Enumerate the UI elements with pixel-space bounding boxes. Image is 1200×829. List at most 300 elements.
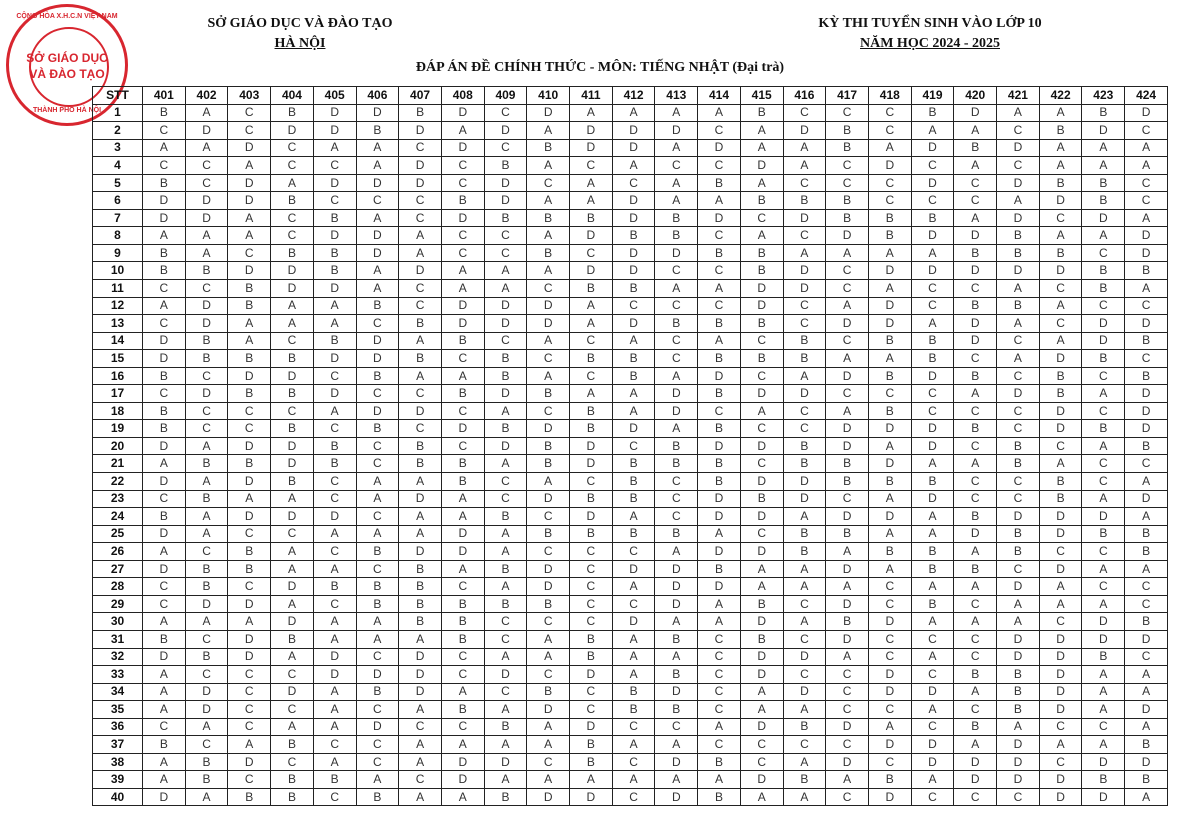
answer-cell: D — [740, 771, 783, 789]
answer-cell: A — [997, 613, 1040, 631]
answer-cell: B — [143, 262, 186, 280]
answer-cell: D — [868, 683, 911, 701]
answer-cell: B — [911, 209, 954, 227]
answer-cell: C — [655, 262, 698, 280]
answer-cell: D — [783, 385, 826, 403]
answer-cell: B — [1125, 736, 1168, 754]
answer-cell: B — [783, 350, 826, 368]
answer-cell: D — [612, 420, 655, 438]
answer-cell: A — [655, 543, 698, 561]
answer-cell: A — [612, 630, 655, 648]
answer-cell: A — [313, 701, 356, 719]
answer-cell: D — [911, 753, 954, 771]
answer-cell: D — [868, 666, 911, 684]
answer-cell: A — [826, 648, 869, 666]
answer-cell: A — [271, 648, 314, 666]
answer-cell: D — [1039, 420, 1082, 438]
answer-cell: A — [1082, 560, 1125, 578]
answer-cell: C — [441, 578, 484, 596]
answer-cell: B — [1125, 613, 1168, 631]
answer-cell: D — [356, 666, 399, 684]
answer-cell: C — [1039, 437, 1082, 455]
answer-cell: D — [228, 508, 271, 526]
table-row — [93, 630, 1168, 648]
answer-cell: D — [868, 788, 911, 806]
answer-cell: B — [313, 455, 356, 473]
answer-cell: B — [997, 683, 1040, 701]
answer-cell: C — [313, 367, 356, 385]
header-exam-code: 413 — [655, 87, 698, 105]
answer-cell: C — [1039, 718, 1082, 736]
answer-cell: B — [356, 543, 399, 561]
answer-cell: B — [570, 350, 613, 368]
answer-cell: C — [185, 174, 228, 192]
answer-cell: C — [441, 666, 484, 684]
answer-cell: A — [1082, 157, 1125, 175]
answer-cell: B — [698, 420, 741, 438]
answer-cell: A — [441, 122, 484, 140]
answer-cell: C — [399, 385, 442, 403]
answer-cell: B — [826, 209, 869, 227]
answer-cell: B — [655, 666, 698, 684]
question-number: 2 — [93, 122, 143, 140]
answer-cell: D — [655, 385, 698, 403]
header-exam-code: 401 — [143, 87, 186, 105]
answer-cell: D — [826, 367, 869, 385]
answer-cell: C — [527, 613, 570, 631]
answer-cell: C — [313, 157, 356, 175]
answer-cell: B — [399, 104, 442, 122]
answer-cell: C — [997, 402, 1040, 420]
answer-cell: B — [570, 209, 613, 227]
answer-cell: C — [783, 666, 826, 684]
table-row — [93, 174, 1168, 192]
answer-cell: A — [868, 139, 911, 157]
answer-cell: A — [399, 736, 442, 754]
answer-cell: C — [868, 104, 911, 122]
answer-cell: B — [954, 508, 997, 526]
answer-cell: C — [868, 595, 911, 613]
answer-cell: D — [612, 560, 655, 578]
answer-cell: B — [740, 262, 783, 280]
answer-cell: A — [399, 367, 442, 385]
answer-cell: B — [484, 367, 527, 385]
answer-cell: C — [271, 227, 314, 245]
answer-cell: D — [911, 490, 954, 508]
answer-cell: B — [1125, 262, 1168, 280]
answer-cell: B — [313, 244, 356, 262]
answer-cell: B — [570, 630, 613, 648]
answer-cell: D — [868, 613, 911, 631]
answer-cell: C — [1082, 402, 1125, 420]
header-exam-code: 403 — [228, 87, 271, 105]
answer-cell: D — [185, 209, 228, 227]
answer-cell: D — [954, 315, 997, 333]
answer-cell: D — [313, 104, 356, 122]
answer-cell: D — [1039, 525, 1082, 543]
answer-cell: B — [271, 385, 314, 403]
answer-cell: A — [1039, 104, 1082, 122]
answer-cell: B — [783, 543, 826, 561]
answer-cell: B — [484, 560, 527, 578]
answer-cell: D — [698, 490, 741, 508]
answer-cell: C — [612, 595, 655, 613]
answer-cell: D — [356, 402, 399, 420]
answer-cell: C — [997, 788, 1040, 806]
table-header-row — [93, 87, 1168, 105]
answer-cell: A — [484, 262, 527, 280]
answer-cell: D — [997, 771, 1040, 789]
table-row — [93, 701, 1168, 719]
table-row — [93, 385, 1168, 403]
answer-cell: D — [143, 560, 186, 578]
answer-cell: B — [399, 437, 442, 455]
answer-cell: B — [185, 490, 228, 508]
answer-cell: A — [527, 630, 570, 648]
answer-cell: D — [484, 174, 527, 192]
answer-cell: B — [698, 385, 741, 403]
answer-cell: A — [740, 701, 783, 719]
answer-cell: A — [1125, 139, 1168, 157]
table-row — [93, 578, 1168, 596]
answer-cell: A — [740, 139, 783, 157]
answer-cell: C — [826, 280, 869, 298]
answer-cell: D — [954, 332, 997, 350]
answer-cell: D — [228, 192, 271, 210]
question-number: 11 — [93, 280, 143, 298]
answer-cell: B — [740, 490, 783, 508]
answer-cell: D — [911, 367, 954, 385]
question-number: 16 — [93, 367, 143, 385]
answer-cell: D — [527, 297, 570, 315]
answer-cell: C — [911, 718, 954, 736]
answer-cell: B — [1125, 437, 1168, 455]
answer-cell: D — [826, 315, 869, 333]
answer-cell: A — [655, 104, 698, 122]
answer-cell: D — [527, 490, 570, 508]
answer-cell: B — [612, 525, 655, 543]
answer-cell: C — [399, 280, 442, 298]
answer-cell: C — [399, 209, 442, 227]
answer-cell: B — [655, 227, 698, 245]
answer-cell: D — [441, 420, 484, 438]
answer-cell: D — [740, 437, 783, 455]
answer-cell: D — [356, 227, 399, 245]
answer-cell: D — [655, 788, 698, 806]
answer-cell: D — [399, 262, 442, 280]
answer-cell: B — [356, 683, 399, 701]
answer-cell: B — [399, 613, 442, 631]
answer-cell: A — [356, 630, 399, 648]
answer-cell: D — [1082, 315, 1125, 333]
answer-cell: C — [868, 648, 911, 666]
answer-cell: A — [954, 578, 997, 596]
answer-cell: D — [997, 508, 1040, 526]
answer-cell: D — [313, 174, 356, 192]
answer-cell: C — [570, 244, 613, 262]
answer-cell: C — [954, 473, 997, 491]
answer-cell: B — [1125, 771, 1168, 789]
answer-cell: B — [399, 350, 442, 368]
answer-cell: C — [740, 736, 783, 754]
answer-cell: D — [997, 262, 1040, 280]
answer-cell: D — [484, 666, 527, 684]
answer-cell: D — [527, 420, 570, 438]
answer-cell: C — [698, 630, 741, 648]
question-number: 14 — [93, 332, 143, 350]
answer-cell: A — [527, 771, 570, 789]
table-row — [93, 209, 1168, 227]
answer-cell: D — [997, 630, 1040, 648]
answer-cell: C — [655, 473, 698, 491]
table-row — [93, 420, 1168, 438]
answer-cell: D — [997, 753, 1040, 771]
answer-cell: B — [185, 560, 228, 578]
answer-cell: B — [271, 771, 314, 789]
answer-cell: A — [1125, 157, 1168, 175]
answer-cell: C — [399, 420, 442, 438]
answer-cell: C — [868, 701, 911, 719]
answer-cell: D — [441, 297, 484, 315]
answer-cell: D — [356, 244, 399, 262]
answer-cell: B — [570, 490, 613, 508]
answer-cell: A — [612, 736, 655, 754]
answer-cell: D — [826, 595, 869, 613]
answer-cell: D — [271, 367, 314, 385]
answer-cell: D — [484, 297, 527, 315]
answer-cell: C — [143, 315, 186, 333]
answer-cell: C — [570, 613, 613, 631]
answer-cell: B — [826, 455, 869, 473]
answer-cell: D — [570, 718, 613, 736]
answer-cell: B — [911, 560, 954, 578]
header-exam-code: 420 — [954, 87, 997, 105]
answer-cell: B — [954, 560, 997, 578]
answer-cell: B — [185, 262, 228, 280]
answer-cell: D — [1125, 490, 1168, 508]
answer-cell: D — [868, 297, 911, 315]
answer-cell: A — [1082, 490, 1125, 508]
answer-cell: A — [740, 788, 783, 806]
answer-cell: D — [313, 385, 356, 403]
answer-cell: B — [356, 788, 399, 806]
answer-cell: C — [228, 701, 271, 719]
answer-cell: D — [911, 736, 954, 754]
answer-cell: D — [1125, 315, 1168, 333]
answer-cell: A — [399, 630, 442, 648]
answer-cell: C — [868, 385, 911, 403]
answer-cell: C — [783, 227, 826, 245]
answer-cell: D — [1082, 122, 1125, 140]
answer-cell: C — [698, 227, 741, 245]
answer-cell: B — [484, 209, 527, 227]
answer-cell: B — [740, 244, 783, 262]
answer-cell: C — [570, 473, 613, 491]
answer-cell: C — [1082, 244, 1125, 262]
answer-cell: D — [441, 315, 484, 333]
answer-cell: C — [570, 701, 613, 719]
question-number: 27 — [93, 560, 143, 578]
answer-cell: D — [954, 771, 997, 789]
answer-cell: D — [1039, 560, 1082, 578]
answer-cell: B — [185, 648, 228, 666]
answer-cell: D — [228, 367, 271, 385]
answer-cell: A — [868, 718, 911, 736]
answer-cell: B — [1039, 367, 1082, 385]
answer-cell: B — [484, 508, 527, 526]
answer-cell: D — [313, 666, 356, 684]
answer-cell: D — [826, 437, 869, 455]
answer-cell: A — [399, 332, 442, 350]
answer-cell: B — [228, 560, 271, 578]
answer-cell: D — [655, 560, 698, 578]
answer-cell: A — [655, 139, 698, 157]
answer-cell: B — [570, 402, 613, 420]
answer-cell: C — [484, 490, 527, 508]
answer-cell: C — [570, 332, 613, 350]
exam-year: NĂM HỌC 2024 - 2025 — [860, 36, 1000, 51]
answer-cell: D — [612, 315, 655, 333]
answer-cell: A — [570, 315, 613, 333]
header-exam-code: 412 — [612, 87, 655, 105]
answer-cell: A — [1125, 209, 1168, 227]
answer-cell: D — [271, 455, 314, 473]
answer-cell: B — [868, 367, 911, 385]
answer-cell: A — [228, 157, 271, 175]
question-number: 15 — [93, 350, 143, 368]
answer-cell: D — [911, 174, 954, 192]
answer-cell: B — [698, 350, 741, 368]
answer-cell: A — [954, 736, 997, 754]
answer-cell: D — [356, 350, 399, 368]
answer-cell: C — [826, 104, 869, 122]
answer-cell: B — [1082, 420, 1125, 438]
answer-cell: D — [1125, 244, 1168, 262]
answer-cell: C — [783, 174, 826, 192]
answer-cell: D — [441, 525, 484, 543]
answer-cell: A — [740, 683, 783, 701]
answer-cell: C — [228, 122, 271, 140]
answer-cell: C — [1039, 613, 1082, 631]
answer-cell: A — [1039, 227, 1082, 245]
answer-cell: A — [313, 402, 356, 420]
answer-cell: A — [143, 455, 186, 473]
answer-cell: C — [997, 332, 1040, 350]
answer-cell: B — [1082, 525, 1125, 543]
header-exam-code: 402 — [185, 87, 228, 105]
answer-cell: B — [783, 332, 826, 350]
answer-cell: B — [740, 315, 783, 333]
answer-cell: B — [143, 367, 186, 385]
answer-cell: B — [740, 104, 783, 122]
answer-cell: A — [356, 525, 399, 543]
answer-cell: B — [868, 771, 911, 789]
answer-cell: C — [954, 788, 997, 806]
answer-cell: A — [783, 578, 826, 596]
answer-cell: B — [612, 473, 655, 491]
answer-cell: D — [1125, 630, 1168, 648]
answer-cell: B — [826, 192, 869, 210]
answer-cell: D — [1039, 771, 1082, 789]
answer-cell: D — [698, 543, 741, 561]
answer-cell: C — [185, 630, 228, 648]
answer-cell: C — [313, 543, 356, 561]
answer-cell: C — [185, 666, 228, 684]
answer-cell: A — [1039, 455, 1082, 473]
answer-cell: A — [954, 209, 997, 227]
answer-cell: A — [570, 385, 613, 403]
answer-cell: A — [356, 490, 399, 508]
question-number: 35 — [93, 701, 143, 719]
answer-cell: C — [826, 174, 869, 192]
answer-cell: B — [441, 385, 484, 403]
document-title: ĐÁP ÁN ĐỀ CHÍNH THỨC - MÔN: TIẾNG NHẬT (Đại trà) — [415, 60, 785, 75]
answer-cell: A — [228, 227, 271, 245]
answer-cell: A — [570, 174, 613, 192]
answer-cell: A — [783, 139, 826, 157]
answer-cell: B — [143, 174, 186, 192]
answer-cell: D — [1039, 350, 1082, 368]
answer-cell: D — [271, 613, 314, 631]
answer-cell: D — [484, 437, 527, 455]
answer-cell: A — [271, 560, 314, 578]
header-exam-code: 405 — [313, 87, 356, 105]
answer-cell: C — [484, 332, 527, 350]
answer-cell: A — [783, 508, 826, 526]
answer-cell: A — [1125, 788, 1168, 806]
answer-key-table — [92, 86, 1168, 806]
answer-cell: C — [612, 297, 655, 315]
answer-cell: B — [1039, 244, 1082, 262]
answer-cell: A — [1125, 560, 1168, 578]
answer-cell: D — [826, 753, 869, 771]
answer-cell: B — [783, 455, 826, 473]
answer-cell: D — [185, 701, 228, 719]
question-number: 20 — [93, 437, 143, 455]
header-exam-code: 414 — [698, 87, 741, 105]
answer-cell: C — [570, 367, 613, 385]
answer-cell: A — [997, 350, 1040, 368]
question-number: 39 — [93, 771, 143, 789]
answer-cell: A — [655, 420, 698, 438]
answer-cell: C — [954, 350, 997, 368]
answer-cell: C — [143, 122, 186, 140]
answer-cell: A — [570, 192, 613, 210]
table-row — [93, 525, 1168, 543]
answer-cell: C — [826, 332, 869, 350]
answer-cell: B — [484, 595, 527, 613]
answer-cell: A — [484, 736, 527, 754]
answer-cell: D — [1039, 402, 1082, 420]
answer-cell: A — [441, 560, 484, 578]
answer-cell: D — [399, 543, 442, 561]
answer-cell: C — [997, 122, 1040, 140]
answer-cell: C — [698, 648, 741, 666]
answer-cell: D — [1039, 666, 1082, 684]
table-row — [93, 227, 1168, 245]
answer-cell: D — [655, 753, 698, 771]
answer-cell: D — [954, 753, 997, 771]
answer-cell: D — [612, 139, 655, 157]
answer-cell: A — [655, 367, 698, 385]
answer-cell: C — [356, 753, 399, 771]
answer-cell: B — [911, 350, 954, 368]
answer-cell: C — [783, 630, 826, 648]
answer-cell: D — [997, 736, 1040, 754]
answer-cell: B — [484, 420, 527, 438]
answer-cell: A — [484, 771, 527, 789]
answer-cell: C — [1125, 595, 1168, 613]
